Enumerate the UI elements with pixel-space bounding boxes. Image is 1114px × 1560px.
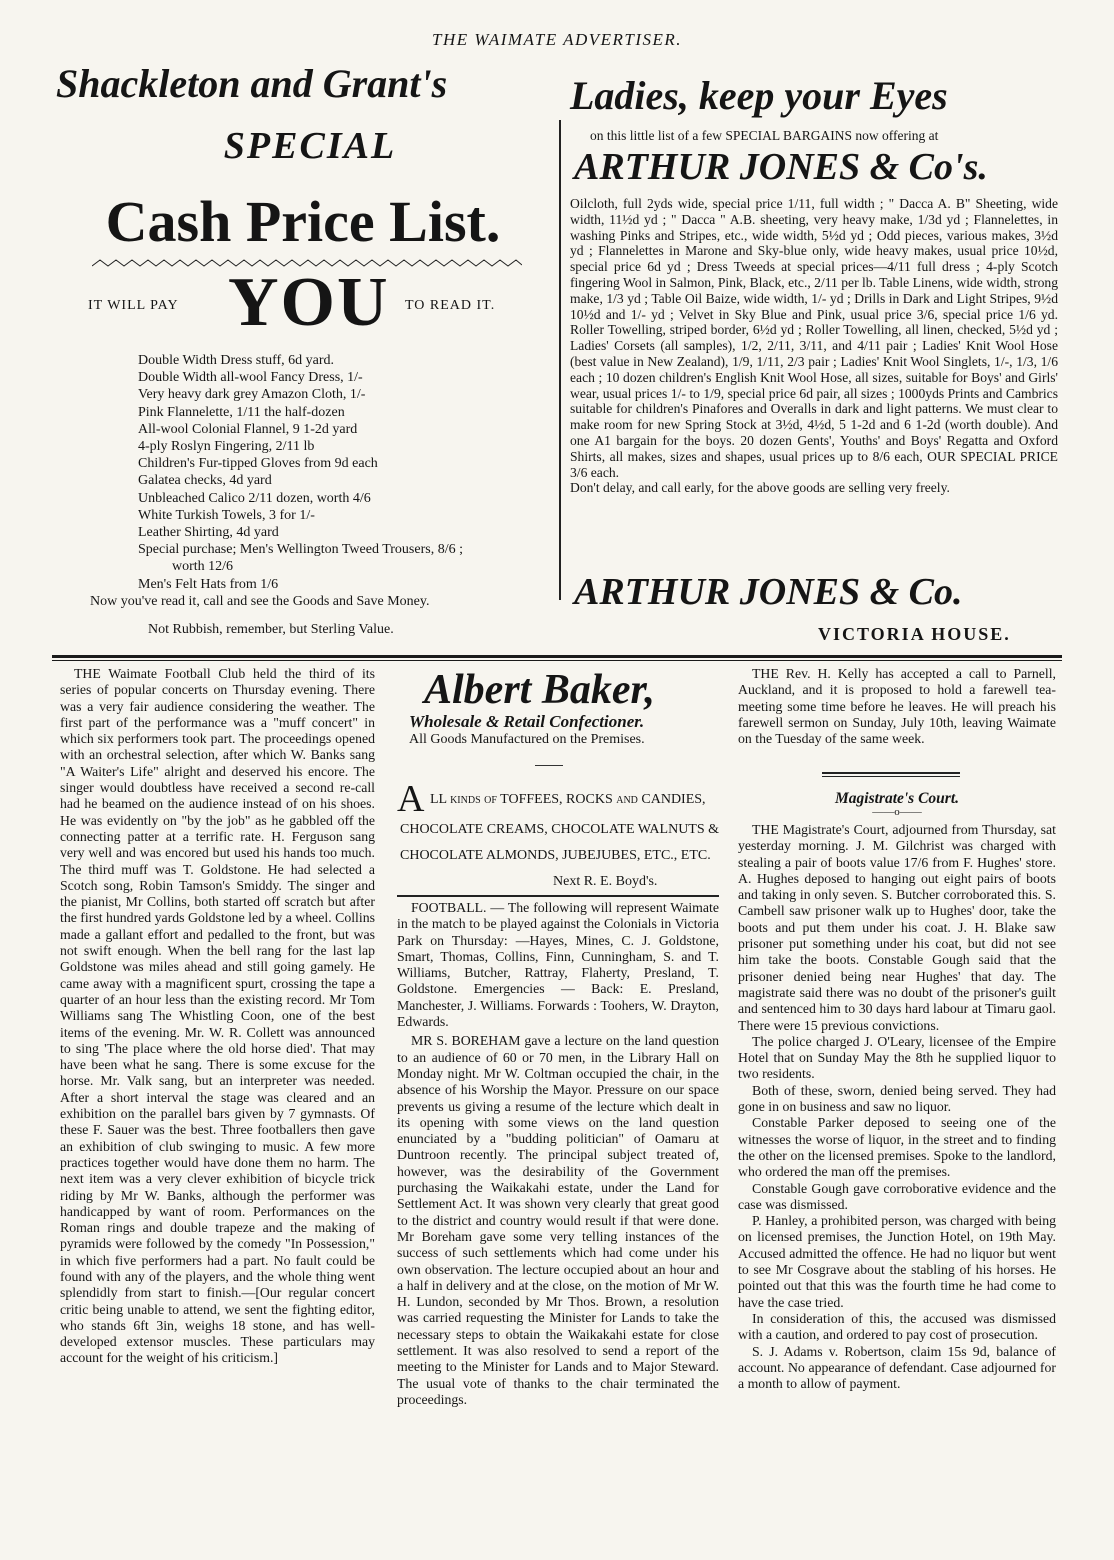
price-list bbox=[138, 352, 558, 593]
price-item: Very heavy dark grey Amazon Cloth, 1/- bbox=[138, 387, 366, 403]
price-item: White Turkish Towels, 3 for 1/- bbox=[138, 507, 315, 523]
kelly-text: THE Rev. H. Kelly has accepted a call to Parnell, Auckland, and it is proposed to hold a farewell tea-meeting some time before he leaves. He will preach his farewell sermon on Sunday, July 10th, leaving Waimate on the Tuesday of the same week. bbox=[738, 666, 1056, 747]
price-item: Leather Shirting, 4d yard bbox=[138, 525, 279, 541]
court-paragraph: Constable Parker deposed to seeing one of the witnesses the worse of liquor, in the street and to finding the other on the licensed premises. Spoke to the landlord, who ordered the man off the premises. bbox=[738, 1115, 1056, 1180]
magistrates-court-article bbox=[738, 822, 1056, 1392]
baker-next-to: Next R. E. Boyd's. bbox=[553, 874, 658, 889]
court-paragraph: P. Hanley, a prohibited person, was charged with being on licensed premises, the Junction Hotel, on 19th May. Accused admitted the offence. He had no liquor but went to see Mr Cosgrave about the stabling of his horses. He pointed out that this was the fourth time he had come to have the case tried. bbox=[738, 1213, 1056, 1310]
baker-line1: LL kinds of TOFFEES, ROCKS and CANDIES, bbox=[430, 792, 706, 807]
baker-line3: CHOCOLATE ALMONDS, JUBEJUBES, ETC., ETC. bbox=[400, 848, 711, 863]
column-divider bbox=[559, 120, 561, 600]
land-lecture-text: MR S. BOREHAM gave a lecture on the land question to an audience of 60 or 70 men, in the Library Hall on Monday night. Mr W. Coltman occupied the chair, in the absence of his Worship the Mayor. Pressure on our space prevents us giving a resume of the lecture which dealt in its opening with some views on the land question enunciated by a "budding politician" of Oamaru at Duntroon recently. The principal subject treated of, however, was the desirability of the Government purchasing the Waikakahi estate, under the Land for Settlement Act. It was shown very clearly that great good to the district and country would result if that were done. Mr Boreham gave some very telling instances of the success of such settlements which had come under his own observation. The lecture occupied about an hour and a half in delivery and at the close, on the motion of Mr W. H. Lundon, seconded by Mr Thos. Brown, a resolution was carried requesting the Minister for Lands to take the necessary steps to obtain the Waikakahi estate for close settlement. It was also resolved to send a report of the meeting to the Minister for Lands and to Major Steward. The usual vote of thanks to the chair terminated the proceedings. bbox=[397, 1033, 719, 1407]
heading-ornament: ——o—— bbox=[872, 806, 922, 818]
baker-name: Albert Baker, bbox=[424, 667, 656, 713]
to-read-it: TO READ IT. bbox=[405, 298, 496, 313]
jones-body-text: Oilcloth, full 2yds wide, special price 1/11, full width ; " Dacca A. B" Sheeting, wide width, 11½d yd ; " Dacca " A.B. sheeting, very heavy make, 1/3d yd ; Flannelettes, in washing Pinks and Stripes, etc., wide width, 5½d yd ; Odd pieces, various makes, 3½d yd ; Flannelettes in Marone and Sky-blue only, wide heavy makes, usual price 10½d, special price 6d yd ; Dress Tweeds at special prices—4/11 full dress ; 4-ply Scotch fingering Wool in Salmon, Pink, Black, etc., 2/11 per lb. Table Linens, wide width, strong make, 1/3 yd ; Table Oil Baize, wide width, 1/- yd ; Drills in Dark and Light Stripes, 9½d 10½d and 1/- yd ; Velvet in Sky Blue and Pink, usual price 3/6, special price 1/6 yd. Roller Towelling, striped border, 6½d yd ; Roller Towelling, all linen, checked, 5½d yd ; Ladies' Corsets (all samples), 1/2, 2/11, 3/11, and 4/11 pair ; Ladies' Knit Wool Hose (best value in New Zealand), 1/9, 1/11, 2/3 pair ; Ladies' Knit Wool Singlets, 1/-, 1/3, 1/6 each ; 10 dozen children's English Knit Wool Hose, all sizes, suitable for Boys' and Girls' wear, usual prices 1/- to 1/9, special price 6d pair, all sizes ; 1000yds Prints and Cambrics suitable for children's Pinafores and Overalls in dark and light patterns. We must clear to make room for new Spring Stock at 3½d, 4½d, 5 1-2d and 6 1-2d (worth double). And one A1 bargain for the boys. 20 dozen Gents', Youths' and Boys' Regatta and Oxford Shirts, all makes, sizes and shapes, usual prices up to 8/6 each, OUR SPECIAL PRICE 3/6 each. bbox=[570, 196, 1058, 480]
baker-line2: CHOCOLATE CREAMS, CHOCOLATE WALNUTS & bbox=[400, 822, 720, 837]
football-team-text: FOOTBALL. — The following will represent Waimate in the match to be played against the Colonials in Victoria Park on Thursday: —Hayes, Mines, C. J. Goldstone, Smart, Thomas, Collins, Finn, Cunningham, S. and T. Williams, Butcher, Rattray, Flaherty, Presland, T. Goldstone. Emergencies — Back: E. Presland, Manchester, J. Williams. Forwards : Toohers, W. Drayton, Edwards. bbox=[397, 900, 719, 1030]
jones-body bbox=[570, 196, 1058, 496]
price-item-continued: worth 12/6 bbox=[172, 559, 234, 575]
jones-footer-name: ARTHUR JONES & Co. bbox=[574, 571, 963, 613]
shackleton-footer: Now you've read it, call and see the Goods and Save Money. bbox=[90, 594, 430, 609]
kelly-notice bbox=[738, 666, 1056, 747]
price-item: Pink Flannelette, 1/11 the half-dozen bbox=[138, 404, 345, 420]
court-paragraph: Constable Gough gave corroborative evidence and the case was dismissed. bbox=[738, 1180, 1056, 1212]
article-text: THE Waimate Football Club held the third of its series of popular concerts on Thursday evening. There was a very fair audience considering the weather. The first part of the performance was a "muff concert" in which six performers took part. The proceedings opened with an orchestral selection, after which W. Banks sang "A Waiter's Life" alright and deserved his encore. The singer would doubtless have received a second re-call had he beamed on the audience instead of on his shoes. He was evidently on "by the job" as he gabbled off the connecting patter at a terrific rate. H. Ferguson sang very well and was encored but used his hands too much. The third muff was T. Goldstone. He had selected a Scotch song, Robin Tamson's Smiddy. The singer and the pianist, Mr Collins, both started off scratch but after the first hundred yards Goldstone led by a wheel. Collins made a gallant effort and pedalled to the front, but was not swift enough. When the bell rang for the last lap Goldstone was miles ahead and still going gamely. He came away with a magnificent spurt, crossing the tape a quarter of an hour less than the existing record. Mr Tom Williams sang The Whistling Coon, one of the best items of the evening. Mr. W. R. Collett was announced to sing 'The place where the old horse died'. That may have been what he sang. There is some excuse for the horse. Mr. Valk sang, but an interpreter was needed. After a short interval the stage was cleared and an exhibition on the parallel bars given by 7 gymnasts. Of these F. Sauer was the best. Three footballers then gave an exhibition of club swinging to music. A few more practices together would have done them no harm. The next item was a very clever exhibition of bicycle trick riding by Mr W. Banks, although the performer was handicapped by want of room. Performances on the Roman rings and double trapeze and the making of pyramids were followed by the comedy "In Possession," in which five performers had a part. No fault could be found with any of the players, and the whole thing went splendidly from start to finish.—[Our regular concert critic being unable to attend, we sent the fighting editor, who stands 6ft 3in, weighs 18 stone, and has well-developed extensor muscles. These particulars may account for the weight of his criticism.] bbox=[60, 666, 375, 1366]
magistrates-court-heading: Magistrate's Court. bbox=[834, 790, 960, 807]
baker-drop-cap: A bbox=[397, 778, 425, 820]
price-item: Special purchase; Men's Wellington Tweed Trousers, 8/6 ; bbox=[138, 542, 463, 558]
court-paragraph: The police charged J. O'Leary, licensee of the Empire Hotel that on Sunday May the 8th he supplied liquor to two residents. bbox=[738, 1033, 1056, 1082]
jones-closing: Don't delay, and call early, for the above goods are selling very freely. bbox=[570, 480, 950, 496]
it-will-pay: IT WILL PAY bbox=[88, 298, 179, 313]
price-item: All-wool Colonial Flannel, 9 1-2d yard bbox=[138, 421, 358, 437]
price-item: 4-ply Roslyn Fingering, 2/11 lb bbox=[138, 439, 315, 455]
baker-subtitle: Wholesale & Retail Confectioner. bbox=[409, 712, 645, 731]
football-concert-article bbox=[60, 666, 375, 1367]
section-rule-thin bbox=[52, 660, 1062, 661]
price-item: Galatea checks, 4d yard bbox=[138, 473, 272, 489]
masthead: THE WAIMATE ADVERTISER. bbox=[431, 30, 683, 49]
price-item: Men's Felt Hats from 1/6 bbox=[138, 576, 279, 592]
shackleton-tagline: Not Rubbish, remember, but Sterling Value. bbox=[148, 622, 394, 637]
section-rule bbox=[52, 655, 1062, 658]
column3-rule bbox=[822, 772, 960, 774]
court-paragraph: Both of these, sworn, denied being served. They had gone in on business and saw no liquor. bbox=[738, 1082, 1056, 1115]
column2-articles bbox=[397, 900, 719, 1408]
shackleton-title: Shackleton and Grant's bbox=[56, 61, 448, 106]
price-item: Children's Fur-tipped Gloves from 9d each bbox=[138, 456, 378, 472]
baker-dash bbox=[535, 765, 563, 766]
victoria-house: VICTORIA HOUSE. bbox=[818, 624, 1011, 644]
jones-headline: Ladies, keep your Eyes bbox=[570, 73, 948, 118]
court-paragraph: S. J. Adams v. Robertson, claim 15s 9d, balance of account. No appearance of defendant. Case adjourned for a month to allow of payment. bbox=[738, 1343, 1056, 1392]
baker-rule bbox=[397, 895, 719, 897]
jones-intro: on this little list of a few SPECIAL BARGAINS now offering at bbox=[590, 128, 939, 143]
shackleton-special: SPECIAL bbox=[223, 125, 397, 167]
cash-price-list-title: Cash Price List. bbox=[105, 189, 501, 254]
you-word: YOU bbox=[228, 264, 390, 341]
price-item: Double Width all-wool Fancy Dress, 1/- bbox=[138, 370, 363, 386]
price-item: Unbleached Calico 2/11 dozen, worth 4/6 bbox=[138, 490, 371, 506]
jones-name: ARTHUR JONES & Co's. bbox=[574, 146, 988, 188]
court-paragraph: In consideration of this, the accused was dismissed with a caution, and ordered to pay cost of prosecution. bbox=[738, 1310, 1056, 1343]
column3-rule-thin bbox=[822, 776, 960, 777]
baker-subtitle2: All Goods Manufactured on the Premises. bbox=[409, 732, 645, 747]
price-item: Double Width Dress stuff, 6d yard. bbox=[138, 353, 335, 368]
court-paragraph: THE Magistrate's Court, adjourned from Thursday, sat yesterday morning. J. M. Gilchrist was charged with stealing a pair of boots value 17/6 from F. Hughes' store. A. Hughes deposed to hanging out eight pairs of boots and taking in only seven. S. Butcher corroborated this. S. Cambell saw prisoner walk up to Hughes' door, take the boots and put them under his coat. J. H. Blake saw prisoner put something under his coat, but did not see him take the boots. Constable Gough said that the prisoner denied being near Hughes' that day. The magistrate said there was no doubt of the prisoner's guilt and sentenced him to 30 days hard labour at Timaru gaol. There were 15 previous convictions. bbox=[738, 822, 1056, 1033]
